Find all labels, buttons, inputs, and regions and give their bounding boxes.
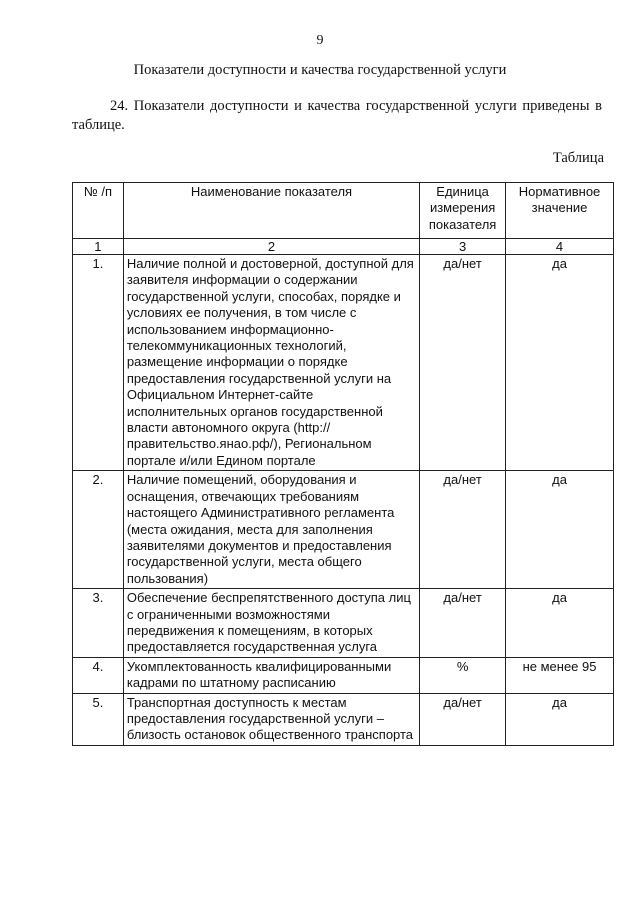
table-row [73, 255, 614, 471]
table-row [73, 589, 614, 658]
indicator-unit: да/нет [420, 471, 506, 589]
row-number: 5. [73, 693, 124, 745]
table-row [73, 471, 614, 589]
indicator-name: Укомплектованность квалифицированными кадрами по штатному расписанию [123, 657, 419, 693]
header-unit: Единица измерения показателя [420, 183, 506, 239]
row-number: 4. [73, 657, 124, 693]
row-number: 1. [73, 255, 124, 471]
indicator-value: да [506, 589, 614, 658]
row-number: 3. [73, 589, 124, 658]
section-title: Показатели доступности и качества государственной услуги [133, 62, 507, 78]
indicator-name: Наличие помещений, оборудования и оснащения, отвечающих требованиям настоящего Административного регламента (места ожидания, места для заполнения заявителями документов и предоставления государственной услуги, места общего пользования) [123, 471, 419, 589]
column-index: 1 [73, 239, 124, 255]
table-header-row [73, 183, 614, 239]
indicator-name: Наличие полной и достоверной, доступной для заявителя информации о содержании государственной услуги, способах, порядке и условиях ее получения, в том числе с использованием информационно-телекоммуникационных технологий, размещение информации о порядке предоставления государственной услуги на Официальном Интернет-сайте исполнительных органов государственной власти автономного округа (http://правительство.янао.рф/), Региональном портале и/или Едином портале [123, 255, 419, 471]
table-row [73, 657, 614, 693]
indicator-unit: % [420, 657, 506, 693]
indicator-unit: да/нет [420, 255, 506, 471]
indicator-value: не менее 95 [506, 657, 614, 693]
table-caption: Таблица [552, 150, 604, 166]
indicator-value: да [506, 255, 614, 471]
indicators-table [72, 182, 614, 746]
indicator-name: Транспортная доступность к местам предоставления государственной услуги – близость остановок общественного транспорта [123, 693, 419, 745]
column-index-row [73, 239, 614, 255]
indicator-unit: да/нет [420, 693, 506, 745]
header-number: № /п [73, 183, 124, 239]
row-number: 2. [73, 471, 124, 589]
indicator-name: Обеспечение беспрепятственного доступа лиц с ограниченными возможностями передвижения к помещениям, в которых предоставляется государственная услуга [123, 589, 419, 658]
page-number: 9 [316, 33, 324, 48]
indicator-unit: да/нет [420, 589, 506, 658]
header-indicator-name: Наименование показателя [123, 183, 419, 239]
table-row [73, 693, 614, 745]
column-index: 3 [420, 239, 506, 255]
intro-paragraph: 24. Показатели доступности и качества государственной услуги приведены в таблице. [72, 98, 602, 133]
indicator-value: да [506, 471, 614, 589]
column-index: 4 [506, 239, 614, 255]
column-index: 2 [123, 239, 419, 255]
header-normative-value: Нормативное значение [506, 183, 614, 239]
indicator-value: да [506, 693, 614, 745]
